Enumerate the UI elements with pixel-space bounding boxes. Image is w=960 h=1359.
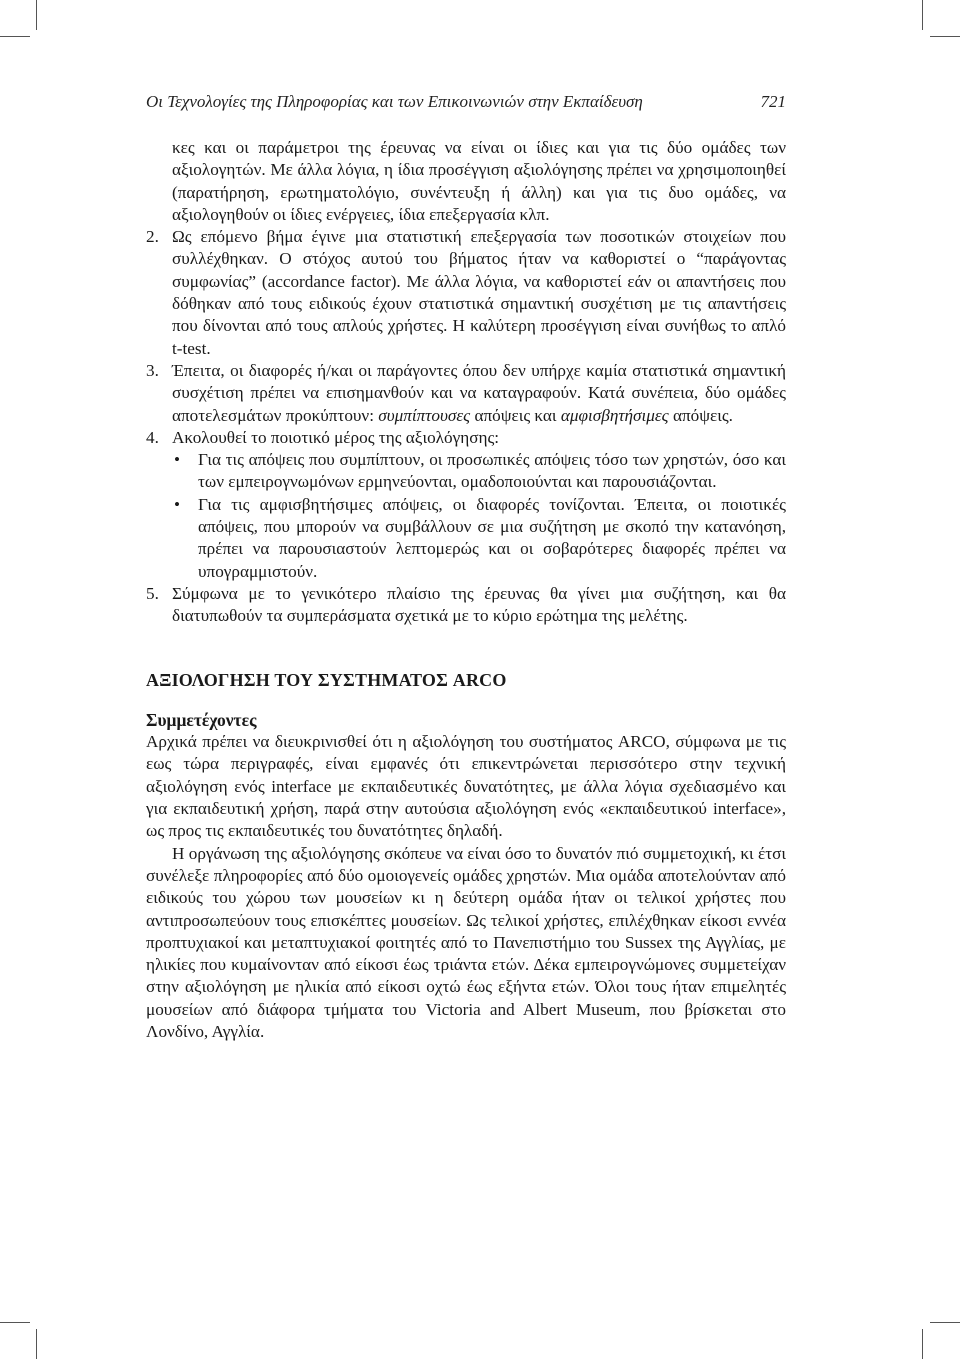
list-item-3-emphasis-2: αμφισβητήσιμες <box>560 405 669 425</box>
list-item-3-text-a: Έπειτα, οι διαφορές ή/και οι παράγοντες όπου δεν υπήρχε καμία στατιστικά σημαντική συσχέτιση πρέπει να επισημανθούν και να καταγραφούν. Κατά συνέπεια, δύο ομάδες αποτελεσμάτων προκύπτουν: <box>172 360 786 425</box>
list-item-4-text: Ακολουθεί το ποιοτικό μέρος της αξιολόγησης: <box>172 427 500 447</box>
crop-mark-bottom-left-h <box>0 1322 30 1323</box>
list-number-4: 4. <box>146 427 159 447</box>
crop-mark-bottom-left <box>36 1329 37 1359</box>
list-item-1-continued <box>146 137 786 226</box>
subsection-heading: Συμμετέχοντες <box>146 709 257 730</box>
bullet-item-1 <box>172 449 786 494</box>
list-item-3-emphasis-1: συμπίπτουσες <box>378 405 471 425</box>
bullet-item-2 <box>172 494 786 583</box>
crop-mark-top-left <box>36 0 37 30</box>
bullet-dot-icon: • <box>174 450 181 470</box>
bullet-list <box>172 449 786 583</box>
crop-mark-bottom-right <box>922 1329 923 1359</box>
page-number: 721 <box>760 92 786 111</box>
list-number-3: 3. <box>146 360 159 380</box>
list-number-5: 5. <box>146 583 159 603</box>
list-item-3 <box>146 360 786 427</box>
crop-mark-top-left-h <box>0 36 30 37</box>
paragraph-2: Η οργάνωση της αξιολόγησης σκόπευε να είναι όσο το δυνατόν πιό συμμετοχική, κι έτσι συνέλεξε πληροφορίες από δύο ομοιογενείς ομάδες χρηστών. Μια ομάδα αποτελούνταν από ειδικούς του χώρου των μουσείων κι η δεύτερη ομάδα ήταν οι τελικοί χρήστες που αντιπροσωπεύουν τους επισκέπτες μουσείων. Ως τελικοί χρήστες, επιλέχθηκαν είκοσι εννέα προπτυχιακοί και μεταπτυχιακοί φοιτητές από το Πανεπιστήμιο του Sussex της Αγγλίας, με ηλικίες που κυμαίνονταν από είκοσι έως τριάντα ετών. Δέκα εμπειρογνώμονες συμμετείχαν στην αξιολόγηση με ηλικία από είκοσι οχτώ έως εξήντα ετών. Όλοι τους ήταν επιμελητές μουσείων από διάφορα τμήματα του Victoria and Albert Museum, που βρίσκεται στο Λονδίνο, Αγγλία. <box>146 843 786 1041</box>
crop-mark-bottom-right-h <box>930 1322 960 1323</box>
running-head-title: Οι Τεχνολογίες της Πληροφορίας και των Επικοινωνιών στην Εκπαίδευση <box>146 92 643 111</box>
section-heading: ΑΞΙΟΛΟΓΗΣΗ ΤΟΥ ΣΥΣΤΗΜΑΤΟΣ ARCO <box>146 669 507 690</box>
bullet-dot-icon: • <box>174 494 181 514</box>
list-item-2 <box>146 226 786 360</box>
crop-mark-top-right <box>922 0 923 30</box>
paragraph-1: Αρχικά πρέπει να διευκρινισθεί ότι η αξιολόγηση του συστήματος ARCO, σύμφωνα με τις εως τώρα περιγραφές, είναι εμφανές ότι επικεντρώνεται περισσότερο στην τεχνική αξιολόγηση ενός interface με εκπαιδευτικές δυνατότητες, με άλλα λόγια σχεδιασμένο και για εκπαιδευτική χρήση, παρά στην αυτούσια αξιολόγηση ενός «εκπαιδευτικού interface», ως προς τις εκπαιδευτικές του δυνατότητες δηλαδή. <box>146 732 786 841</box>
list-item-4 <box>146 427 786 583</box>
list-item-5-text: Σύμφωνα με το γενικότερο πλαίσιο της έρευνας θα γίνει μια συζήτηση, και θα διατυπωθούν τα συμπεράσματα σχετικά με το κύριο ερώτημα της μελέτης. <box>172 583 786 626</box>
body-text <box>146 137 786 1043</box>
list-item-1-text: κες και οι παράμετροι της έρευνας να είναι οι ίδιες και για τις δύο ομάδες των αξιολογητών. Με άλλα λόγια, η ίδια προσέγγιση αξιολόγησης πρέπει να χρησιμοποιηθεί (παρατήρηση, ερωτηματολόγιο, συνέντευξη ή άλλη) και για τις δυο ομάδες, να αξιολογηθούν οι ίδιες ενέργειες, ίδια επεξεργασία κλπ. <box>172 138 786 224</box>
list-number-2: 2. <box>146 227 159 247</box>
list-item-3-text-b: απόψεις και <box>470 405 561 425</box>
list-item-2-text: Ως επόμενο βήμα έγινε μια στατιστική επεξεργασία των ποσοτικών στοιχείων που συλλέχθηκαν. Ο στόχος αυτού του βήματος ήταν να καθοριστεί ο “παράγοντας συμφωνίας” (accordance factor). Με άλλα λόγια, να καθοριστεί εάν οι απαντήσεις που δόθηκαν από τους ειδικούς έχουν στατιστικά σημαντική συσχέτιση με τις απαντήσεις που δίνονται από τους απλούς χρήστες. Η καλύτερη προσέγγιση είναι συνήθως το απλό t-test. <box>172 227 786 358</box>
procedure-list <box>146 137 786 628</box>
running-head <box>146 92 786 112</box>
page <box>146 92 786 1043</box>
list-item-5 <box>146 583 786 628</box>
bullet-item-1-text: Για τις απόψεις που συμπίπτουν, οι προσωπικές απόψεις τόσο των χρηστών, όσο και των εμπειρογνωμόνων ερμηνεύονται, ομαδοποιούνται και παρουσιάζονται. <box>198 450 786 492</box>
crop-mark-top-right-h <box>930 36 960 37</box>
list-item-3-text-c: απόψεις. <box>668 405 733 425</box>
bullet-item-2-text: Για τις αμφισβητήσιμες απόψεις, οι διαφορές τονίζονται. Έπειτα, οι ποιοτικές απόψεις, που μπορούν να συμβάλλουν σε μια συζήτηση με σκοπό την κατανόηση, πρέπει να παρουσιαστούν λεπτομερώς και οι σοβαρότερες διαφορές πρέπει να υπογραμμιστούν. <box>198 494 786 581</box>
